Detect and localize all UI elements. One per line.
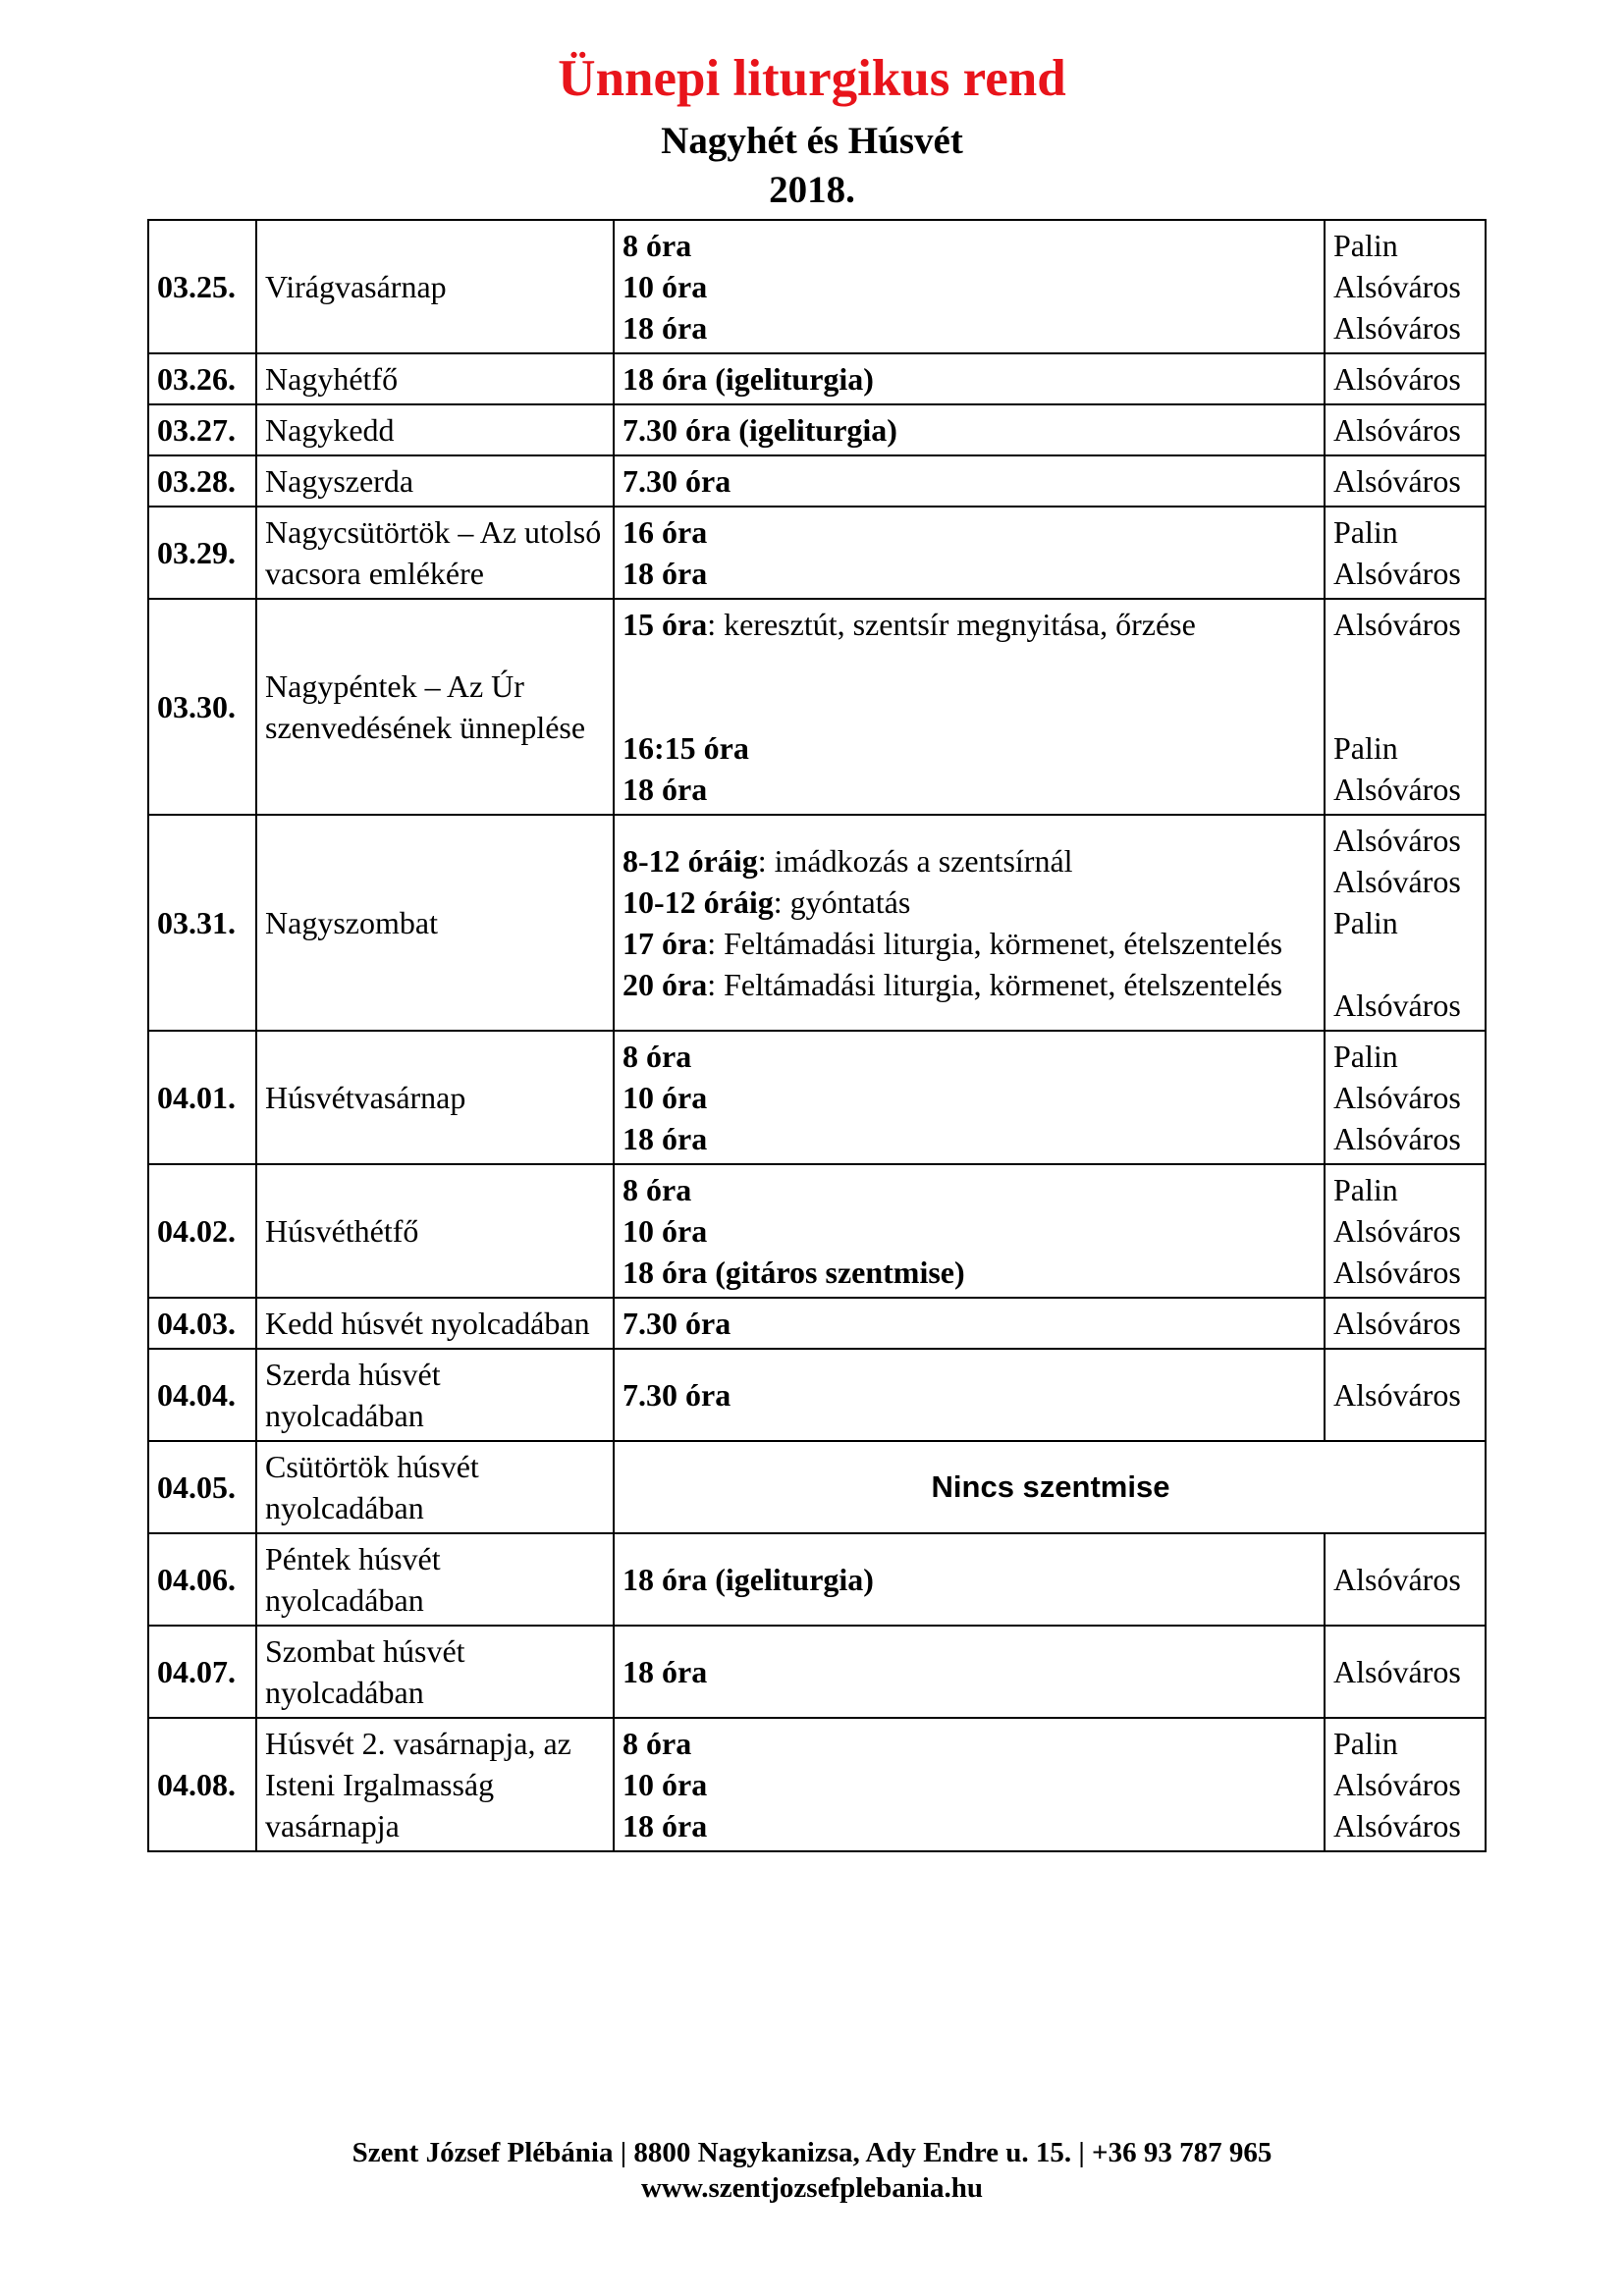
- schedule-row: [148, 220, 1486, 353]
- place-name: Alsóváros: [1333, 607, 1461, 642]
- schedule-row: [148, 404, 1486, 455]
- row-places: [1325, 1349, 1486, 1441]
- place-name: [1333, 686, 1479, 727]
- place-name: Palin: [1333, 514, 1398, 550]
- row-day: Kedd húsvét nyolcadában: [256, 1298, 614, 1349]
- time-value: 16 óra: [623, 514, 708, 550]
- row-places: [1325, 220, 1486, 353]
- page-title: Ünnepi liturgikus rend: [558, 50, 1066, 107]
- row-places: [1325, 1718, 1486, 1851]
- schedule-row: [148, 815, 1486, 1031]
- row-date: 03.30.: [148, 599, 256, 815]
- row-day: Nagykedd: [256, 404, 614, 455]
- page-year: 2018.: [769, 169, 855, 211]
- time-entry: [623, 1805, 1318, 1846]
- time-spacer: [623, 645, 1318, 686]
- time-entry: [623, 964, 1318, 1005]
- time-description: : Feltámadási liturgia, körmenet, ételszentelés: [707, 967, 1283, 1002]
- time-value: 20 óra: [623, 967, 708, 1002]
- row-places: [1325, 404, 1486, 455]
- place-name: Palin: [1333, 1172, 1398, 1207]
- time-value: 16:15 óra: [623, 730, 749, 766]
- row-date: 04.02.: [148, 1164, 256, 1298]
- place-name: Alsóváros: [1333, 864, 1461, 899]
- row-date: 04.05.: [148, 1441, 256, 1533]
- row-date: 03.25.: [148, 220, 256, 353]
- time-entry: [623, 460, 1318, 502]
- time-value: 17 óra: [623, 926, 708, 961]
- row-day: Nagyszerda: [256, 455, 614, 507]
- time-entry: [623, 1723, 1318, 1764]
- row-places: [1325, 1533, 1486, 1626]
- row-times: [614, 1626, 1325, 1718]
- row-day: Csütörtök húsvét nyolcadában: [256, 1441, 614, 1533]
- row-places: [1325, 1298, 1486, 1349]
- row-day: Péntek húsvét nyolcadában: [256, 1533, 614, 1626]
- row-times: [614, 404, 1325, 455]
- place-name: Alsóváros: [1333, 1255, 1461, 1290]
- time-entry: [623, 266, 1318, 307]
- row-date: 03.31.: [148, 815, 256, 1031]
- time-value: 15 óra: [623, 607, 708, 642]
- time-description: : keresztút, szentsír megnyitása, őrzése: [707, 607, 1196, 642]
- time-value: 18 óra (gitáros szentmise): [623, 1255, 965, 1290]
- time-value: 8 óra: [623, 1039, 692, 1074]
- row-date: 04.04.: [148, 1349, 256, 1441]
- row-day: Szerda húsvét nyolcadában: [256, 1349, 614, 1441]
- place-name: Alsóváros: [1333, 1377, 1461, 1413]
- time-value: 7.30 óra: [623, 1306, 731, 1341]
- schedule-row: [148, 1718, 1486, 1851]
- row-day: Szombat húsvét nyolcadában: [256, 1626, 614, 1718]
- row-date: 03.28.: [148, 455, 256, 507]
- time-entry: [623, 225, 1318, 266]
- time-entry: [623, 769, 1318, 810]
- row-times: [614, 1031, 1325, 1164]
- time-entry: [623, 1303, 1318, 1344]
- row-places: [1325, 815, 1486, 1031]
- row-date: 04.08.: [148, 1718, 256, 1851]
- row-date: 04.07.: [148, 1626, 256, 1718]
- page-subtitle: Nagyhét és Húsvét: [661, 120, 963, 162]
- row-day: Nagycsütörtök – Az utolsó vacsora emlékére: [256, 507, 614, 599]
- time-value: 10-12 óráig: [623, 884, 774, 920]
- footer-contact: Szent József Plébánia | 8800 Nagykanizsa, Ady Endre u. 15. | +36 93 787 965: [352, 2137, 1272, 2168]
- time-entry: [623, 358, 1318, 400]
- time-value: 18 óra: [623, 556, 708, 591]
- row-times: [614, 599, 1325, 815]
- time-value: 7.30 óra: [623, 1377, 731, 1413]
- row-day: Nagypéntek – Az Úr szenvedésének ünneplése: [256, 599, 614, 815]
- time-entry: [623, 511, 1318, 553]
- time-entry: [623, 604, 1318, 645]
- time-entry: [623, 1077, 1318, 1118]
- time-entry: [623, 1210, 1318, 1252]
- time-value: 18 óra: [623, 1808, 708, 1843]
- schedule-row: [148, 1349, 1486, 1441]
- schedule-body: [148, 220, 1486, 1851]
- schedule-row: [148, 507, 1486, 599]
- schedule-row: [148, 1031, 1486, 1164]
- time-value: 8 óra: [623, 1726, 692, 1761]
- time-value: 18 óra (igeliturgia): [623, 1562, 874, 1597]
- place-name: Alsóváros: [1333, 1306, 1461, 1341]
- place-name: Alsóváros: [1333, 556, 1461, 591]
- time-entry: [623, 1036, 1318, 1077]
- time-value: 18 óra (igeliturgia): [623, 361, 874, 397]
- time-description: : imádkozás a szentsírnál: [757, 843, 1073, 879]
- place-name: [1333, 943, 1479, 985]
- time-description: : Feltámadási liturgia, körmenet, ételszentelés: [707, 926, 1283, 961]
- row-times: [614, 220, 1325, 353]
- schedule-row: [148, 1164, 1486, 1298]
- no-mass-note: Nincs szentmise: [614, 1441, 1486, 1533]
- place-name: Alsóváros: [1333, 772, 1461, 807]
- time-spacer: [623, 686, 1318, 727]
- row-date: 04.01.: [148, 1031, 256, 1164]
- row-times: [614, 815, 1325, 1031]
- schedule-row: [148, 1298, 1486, 1349]
- place-name: Alsóváros: [1333, 1562, 1461, 1597]
- row-day: Húsvétvasárnap: [256, 1031, 614, 1164]
- row-places: [1325, 507, 1486, 599]
- row-date: 04.06.: [148, 1533, 256, 1626]
- footer-website: www.szentjozsefplebania.hu: [640, 2172, 983, 2204]
- row-times: [614, 1298, 1325, 1349]
- time-entry: [623, 840, 1318, 881]
- time-value: 18 óra: [623, 310, 708, 346]
- place-name: Palin: [1333, 905, 1398, 940]
- schedule-row: [148, 1441, 1486, 1533]
- row-times: [614, 507, 1325, 599]
- place-name: Palin: [1333, 730, 1398, 766]
- place-name: Palin: [1333, 1726, 1398, 1761]
- place-name: Alsóváros: [1333, 1808, 1461, 1843]
- place-name: Alsóváros: [1333, 1121, 1461, 1156]
- schedule-row: [148, 1626, 1486, 1718]
- row-date: 03.29.: [148, 507, 256, 599]
- time-entry: [623, 1169, 1318, 1210]
- schedule-row: [148, 353, 1486, 404]
- place-name: Alsóváros: [1333, 412, 1461, 448]
- time-value: 8 óra: [623, 228, 692, 263]
- time-entry: [623, 307, 1318, 348]
- time-entry: [623, 727, 1318, 769]
- place-name: Alsóváros: [1333, 988, 1461, 1023]
- place-name: Alsóváros: [1333, 1080, 1461, 1115]
- time-entry: [623, 409, 1318, 451]
- row-day: Virágvasárnap: [256, 220, 614, 353]
- time-value: 18 óra: [623, 772, 708, 807]
- time-entry: [623, 1118, 1318, 1159]
- row-places: [1325, 599, 1486, 815]
- schedule-row: [148, 455, 1486, 507]
- time-value: 18 óra: [623, 1121, 708, 1156]
- time-entry: [623, 1252, 1318, 1293]
- row-date: 04.03.: [148, 1298, 256, 1349]
- time-value: 10 óra: [623, 1080, 708, 1115]
- schedule-row: [148, 599, 1486, 815]
- place-name: Alsóváros: [1333, 1654, 1461, 1689]
- place-name: Alsóváros: [1333, 463, 1461, 499]
- time-value: 10 óra: [623, 269, 708, 304]
- place-name: [1333, 645, 1479, 686]
- row-date: 03.26.: [148, 353, 256, 404]
- row-places: [1325, 1626, 1486, 1718]
- row-day: Nagyszombat: [256, 815, 614, 1031]
- time-value: 18 óra: [623, 1654, 708, 1689]
- time-entry: [623, 1374, 1318, 1415]
- row-places: [1325, 353, 1486, 404]
- time-entry: [623, 1559, 1318, 1600]
- row-day: Húsvét 2. vasárnapja, az Isteni Irgalmasság vasárnapja: [256, 1718, 614, 1851]
- time-entry: [623, 553, 1318, 594]
- time-entry: [623, 1651, 1318, 1692]
- row-times: [614, 1164, 1325, 1298]
- place-name: Alsóváros: [1333, 1767, 1461, 1802]
- schedule-table: [147, 219, 1487, 1852]
- time-value: 7.30 óra: [623, 463, 731, 499]
- place-name: Palin: [1333, 1039, 1398, 1074]
- place-name: Alsóváros: [1333, 269, 1461, 304]
- time-entry: [623, 923, 1318, 964]
- row-day: Nagyhétfő: [256, 353, 614, 404]
- time-entry: [623, 881, 1318, 923]
- row-date: 03.27.: [148, 404, 256, 455]
- row-times: [614, 1533, 1325, 1626]
- row-places: [1325, 455, 1486, 507]
- row-places: [1325, 1164, 1486, 1298]
- time-value: 10 óra: [623, 1767, 708, 1802]
- row-places: [1325, 1031, 1486, 1164]
- row-times: [614, 1718, 1325, 1851]
- place-name: Alsóváros: [1333, 1213, 1461, 1249]
- time-description: : gyóntatás: [773, 884, 911, 920]
- time-value: 8 óra: [623, 1172, 692, 1207]
- place-name: Palin: [1333, 228, 1398, 263]
- row-times: [614, 353, 1325, 404]
- row-day: Húsvéthétfő: [256, 1164, 614, 1298]
- row-times: [614, 1349, 1325, 1441]
- row-times: [614, 455, 1325, 507]
- time-entry: [623, 1764, 1318, 1805]
- place-name: Alsóváros: [1333, 361, 1461, 397]
- time-value: 10 óra: [623, 1213, 708, 1249]
- time-value: 8-12 óráig: [623, 843, 758, 879]
- time-value: 7.30 óra (igeliturgia): [623, 412, 897, 448]
- place-name: Alsóváros: [1333, 823, 1461, 858]
- schedule-row: [148, 1533, 1486, 1626]
- place-name: Alsóváros: [1333, 310, 1461, 346]
